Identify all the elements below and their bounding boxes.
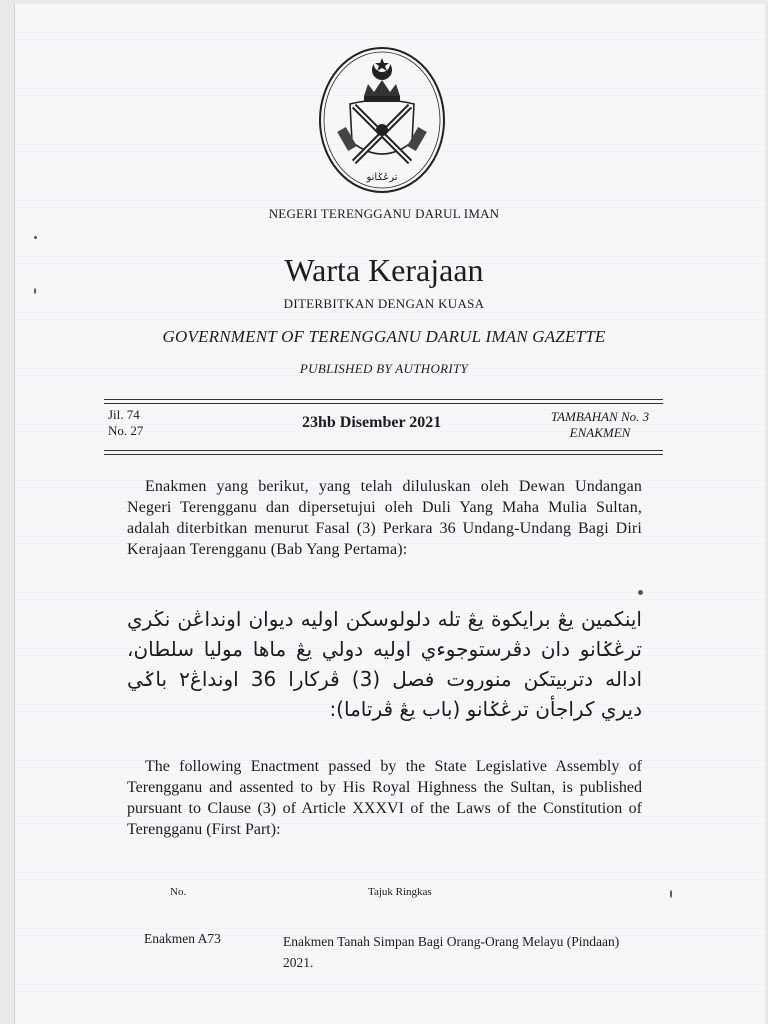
gazette-title-english: GOVERNMENT OF TERENGGANU DARUL IMAN GAZETTE bbox=[162, 327, 606, 346]
issue-number: No. 27 bbox=[108, 423, 144, 438]
state-name: NEGERI TERENGGANU DARUL IMAN bbox=[268, 206, 500, 221]
enactment-number: Enakmen A73 bbox=[144, 931, 221, 946]
gazette-subtitle: DITERBITKAN DENGAN KUASA bbox=[283, 296, 485, 311]
rule-bottom-1 bbox=[104, 450, 663, 451]
gazette-subtitle-english: PUBLISHED BY AUTHORITY bbox=[299, 361, 469, 376]
terengganu-crest-emblem bbox=[312, 44, 452, 196]
crest-script: ترڠݢانو bbox=[366, 172, 398, 183]
supplement-number: TAMBAHAN No. 3 bbox=[550, 409, 650, 424]
rule-top-1 bbox=[104, 399, 663, 400]
issue-volume: Jil. 74 bbox=[108, 407, 140, 422]
gazette-title: Warta Kerajaan bbox=[284, 252, 484, 288]
supplement-block bbox=[530, 409, 670, 441]
issue-date: 23hb Disember 2021 bbox=[302, 414, 442, 431]
rule-bottom-2 bbox=[104, 454, 663, 455]
scan-speck bbox=[670, 890, 672, 898]
column-header-no: No. bbox=[170, 886, 187, 898]
scan-speck bbox=[34, 236, 37, 239]
scan-speck bbox=[638, 590, 643, 595]
enactment-short-title: Enakmen Tanah Simpan Bagi Orang-Orang Melayu (Pindaan) 2021. bbox=[283, 934, 620, 970]
supplement-category: ENAKMEN bbox=[569, 425, 631, 440]
scan-speck bbox=[34, 288, 36, 294]
paragraph-malay: Enakmen yang berikut, yang telah diluluskan oleh Dewan Undangan Negeri Terengganu dan dipersetujui oleh Duli Yang Maha Mulia Sultan, adalah diterbitkan menurut Fasal (3) Perkara 36 Undang-Undang Bagi Diri Kerajaan Terengganu (Bab Yang Pertama): bbox=[127, 478, 642, 558]
rule-top-2 bbox=[104, 403, 663, 404]
column-header-short-title: Tajuk Ringkas bbox=[368, 886, 432, 898]
paragraph-jawi: اينكمين يڠ برايكوة يڠ تله دلولوسكن اوليه ديوان اونداڠن نڬري ترڠݢانو دان دڤرستوجوءي اوليه دولي يڠ ماها موليا سلطان، اداله دتربيتكن منوروت فصل (3) ڤركارا 36 اونداڠ٢ باݢي ديري كراجأن ترڠݢانو (باب يڠ ڤرتاما): bbox=[127, 607, 642, 721]
issue-volume-block bbox=[108, 407, 143, 439]
paragraph-english: The following Enactment passed by the State Legislative Assembly of Terengganu and assented to by His Royal Highness the Sultan, is published pursuant to Clause (3) of Article XXXVI of the Laws of the Constitution of Terengganu (First Part): bbox=[127, 758, 642, 838]
